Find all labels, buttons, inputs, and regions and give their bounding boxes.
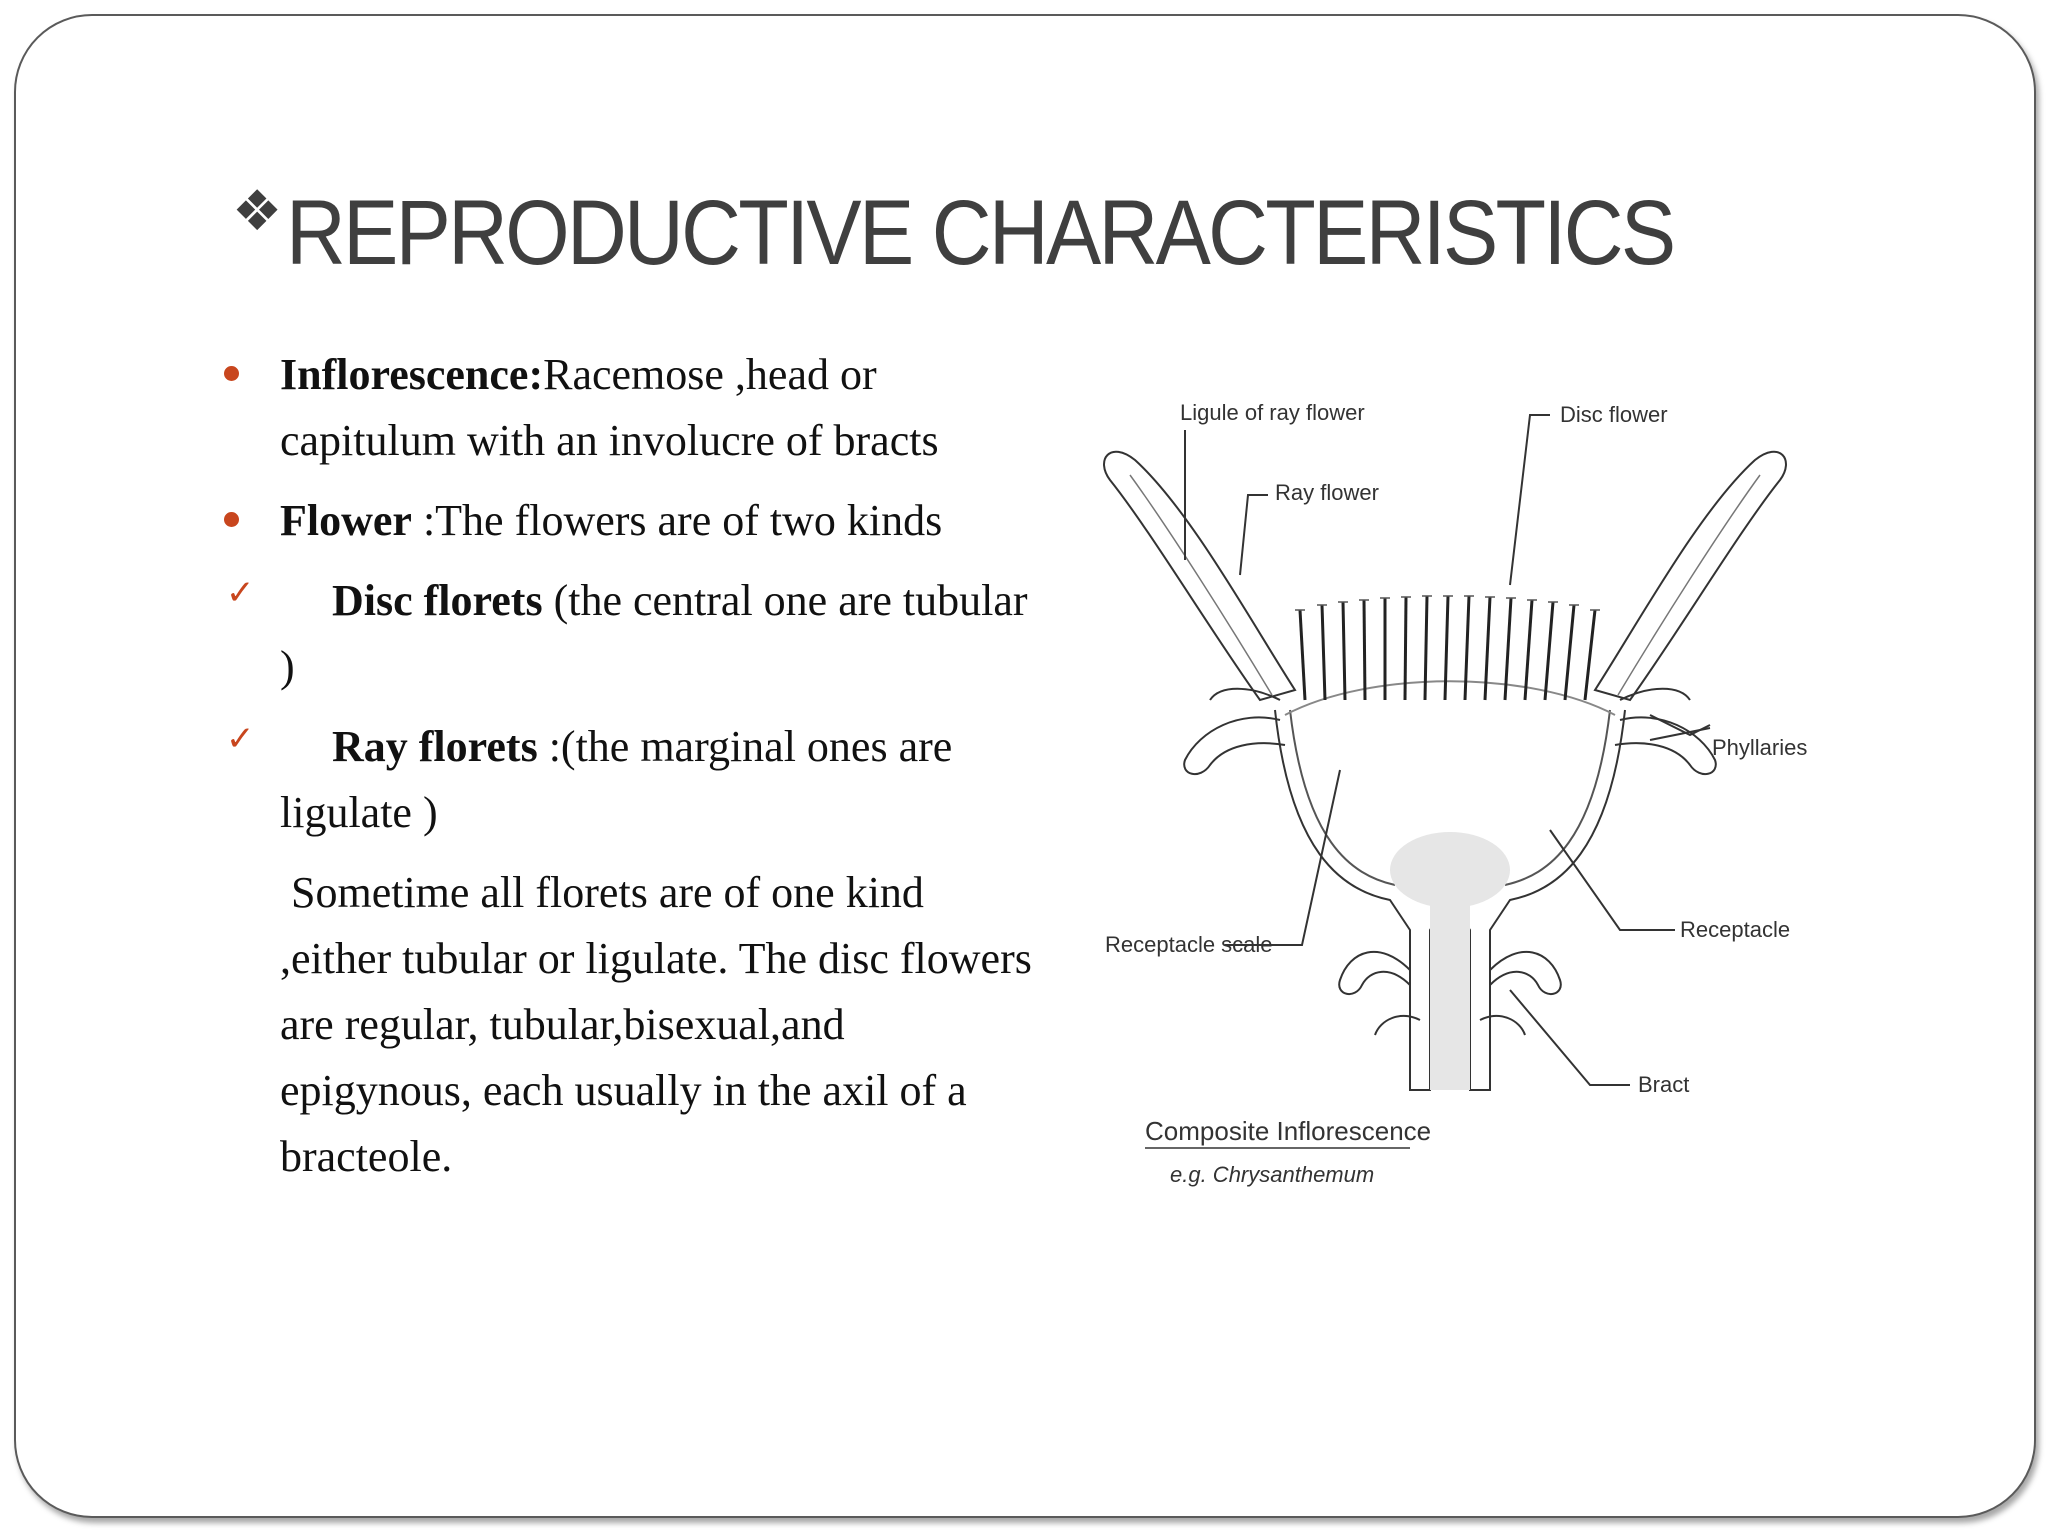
label-ligule: Ligule of ray flower <box>1180 400 1365 425</box>
check-term: Ray florets <box>332 722 538 771</box>
label-phyllaries: Phyllaries <box>1712 735 1808 760</box>
bullet-dot-icon <box>224 512 239 527</box>
label-receptacle-scale: Receptacle scale <box>1105 932 1273 957</box>
checkmark-icon: ✓ <box>226 573 255 613</box>
content-list <box>220 342 1043 1190</box>
check-item-disc-florets <box>220 568 1040 700</box>
slide-title: REPRODUCTIVE CHARACTERISTICS <box>286 182 1674 284</box>
check-term: Disc florets <box>332 576 543 625</box>
bullet-item-flower <box>220 488 1040 554</box>
bullet-text: :The flowers are of two kinds <box>411 496 943 545</box>
title-row <box>232 178 1828 298</box>
label-ray-flower: Ray flower <box>1275 480 1379 505</box>
checkmark-icon: ✓ <box>226 719 255 759</box>
check-text: :(the marginal ones are ligulate ) <box>280 722 953 837</box>
bullet-item-inflorescence <box>220 342 1040 474</box>
bullet-term: Flower <box>280 496 412 545</box>
bullet-dot-icon <box>224 366 239 381</box>
bullet-term: Inflorescence: <box>280 350 544 399</box>
label-bract: Bract <box>1638 1072 1690 1097</box>
diamond-bullet-icon: ❖ <box>232 179 283 244</box>
diagram-caption-sub: e.g. Chrysanthemum <box>1170 1162 1375 1187</box>
diagram-caption: Composite Inflorescence <box>1145 1116 1432 1146</box>
composite-inflorescence-diagram <box>1090 370 1810 1210</box>
label-disc-flower: Disc flower <box>1560 402 1668 427</box>
description-paragraph: Sometime all florets are of one kind ,either tubular or ligulate. The disc flowers are regular, tubular,bisexual,and epigynous, each usually in the axil of a bracteole. <box>280 868 1043 1181</box>
bullet-text: Racemose ,head or capitulum with an involucre of bracts <box>280 350 939 465</box>
check-text: (the central one are tubular ) <box>280 576 1028 691</box>
label-receptacle: Receptacle <box>1680 917 1791 942</box>
check-item-ray-florets <box>220 714 1040 846</box>
